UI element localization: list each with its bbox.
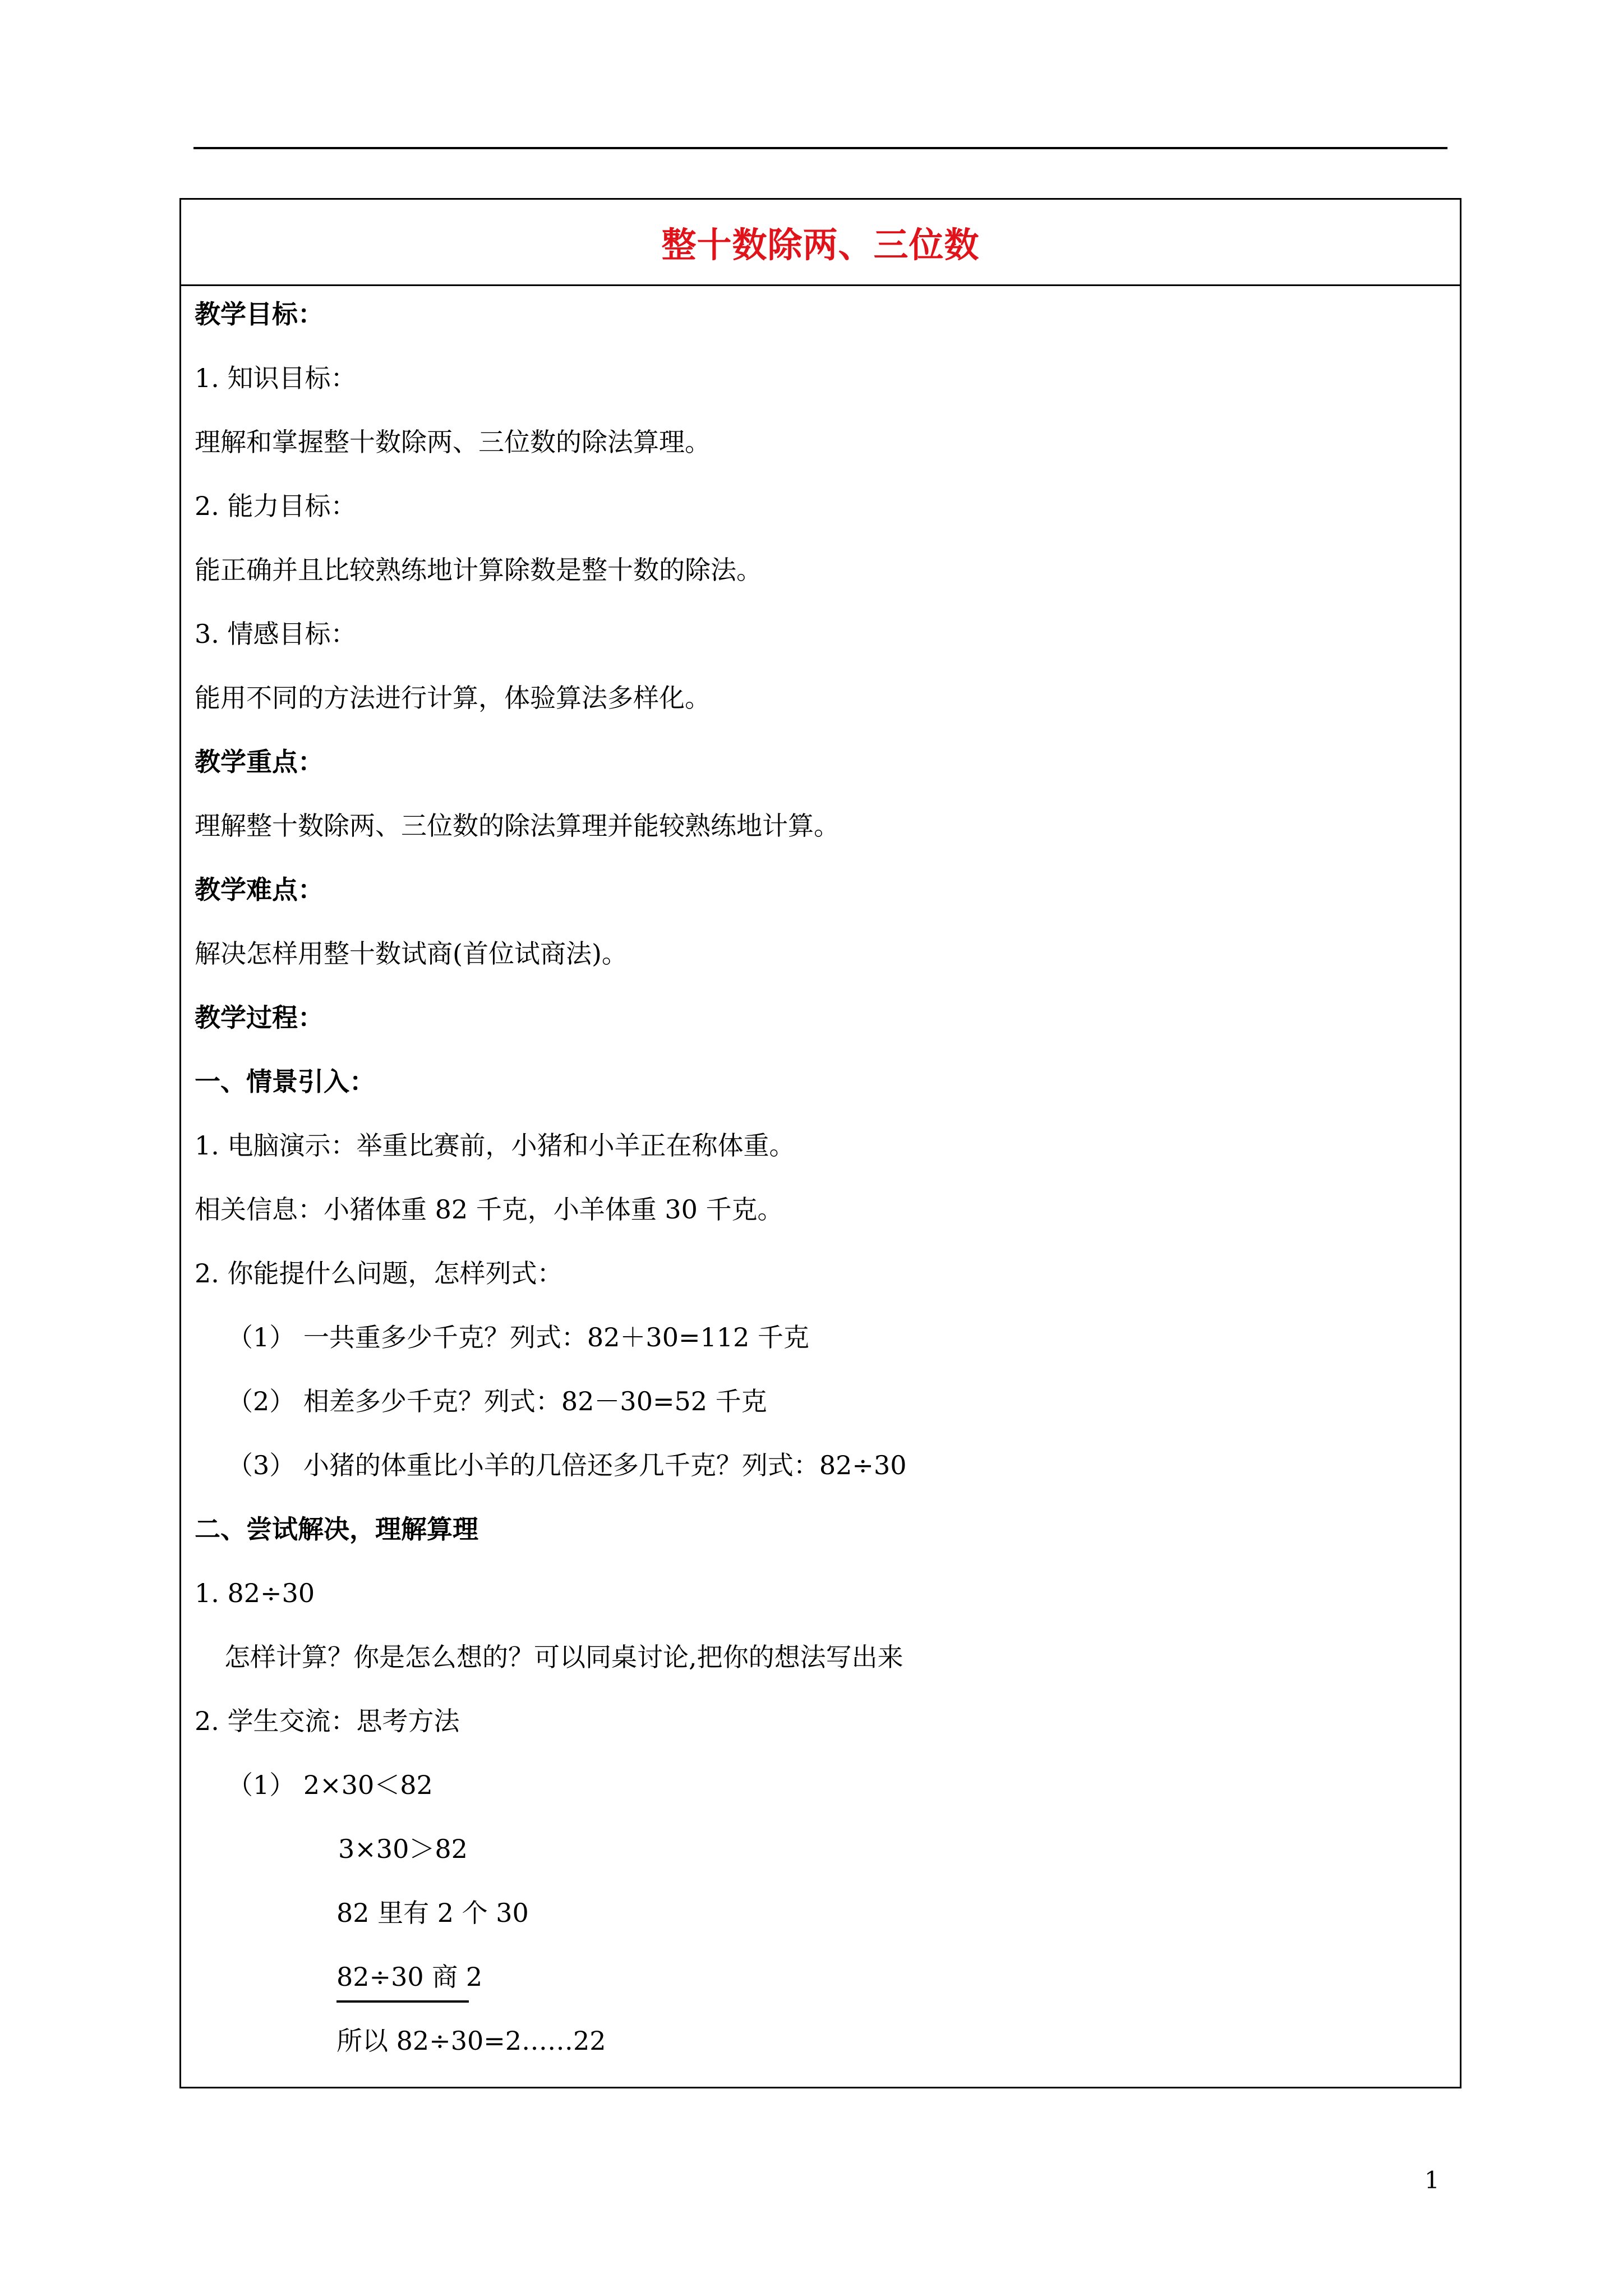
list-item: 1. 电脑演示：举重比赛前，小猪和小羊正在称体重。	[195, 1130, 795, 1161]
header-rule	[193, 147, 1447, 149]
list-item: 2. 能力目标：	[195, 491, 357, 521]
list-item: 2. 你能提什么问题，怎样列式：	[195, 1258, 563, 1289]
section-heading-process: 教学过程：	[195, 1002, 324, 1033]
math-line: 3×30＞82	[338, 1834, 468, 1864]
sub-list-item: （2） 相差多少千克？列式：82－30=52 千克	[227, 1386, 767, 1416]
math-line: 82÷30 商 2	[336, 1962, 483, 1992]
paragraph: 理解和掌握整十数除两、三位数的除法算理。	[195, 427, 711, 457]
subsection-heading-attempt: 二、尝试解决，理解算理	[195, 1514, 478, 1544]
section-heading-objectives: 教学目标：	[195, 299, 324, 329]
paragraph: 理解整十数除两、三位数的除法算理并能较熟练地计算。	[195, 811, 840, 841]
sub-list-item: （3） 小猪的体重比小羊的几倍还多几千克？列式：82÷30	[227, 1450, 907, 1480]
paragraph: 解决怎样用整十数试商(首位试商法)。	[195, 938, 628, 969]
document-title: 整十数除两、三位数	[661, 224, 980, 265]
paragraph: 怎样计算？你是怎么想的？可以同桌讨论,把你的想法写出来	[224, 1642, 903, 1672]
paragraph: 能用不同的方法进行计算，体验算法多样化。	[195, 683, 711, 713]
sub-list-item: （1） 2×30＜82	[227, 1770, 433, 1800]
math-line: 所以 82÷30=2……22	[336, 2026, 606, 2056]
paragraph: 能正确并且比较熟练地计算除数是整十数的除法。	[195, 555, 762, 585]
conclusion-rule	[336, 2000, 469, 2003]
paragraph: 相关信息：小猪体重 82 千克，小羊体重 30 千克。	[195, 1194, 783, 1225]
list-item: 1. 82÷30	[195, 1578, 315, 1608]
title-row	[181, 200, 1460, 286]
page-number: 1	[1424, 2166, 1440, 2194]
sub-list-item: （1） 一共重多少千克？列式：82＋30=112 千克	[227, 1322, 809, 1352]
subsection-heading-intro: 一、情景引入：	[195, 1066, 375, 1097]
math-line: 82 里有 2 个 30	[336, 1898, 529, 1928]
section-heading-difficulties: 教学难点：	[195, 875, 324, 905]
section-heading-key-points: 教学重点：	[195, 747, 324, 777]
list-item: 3. 情感目标：	[195, 619, 357, 649]
list-item: 2. 学生交流：思考方法	[195, 1706, 460, 1736]
list-item: 1. 知识目标：	[195, 363, 357, 393]
